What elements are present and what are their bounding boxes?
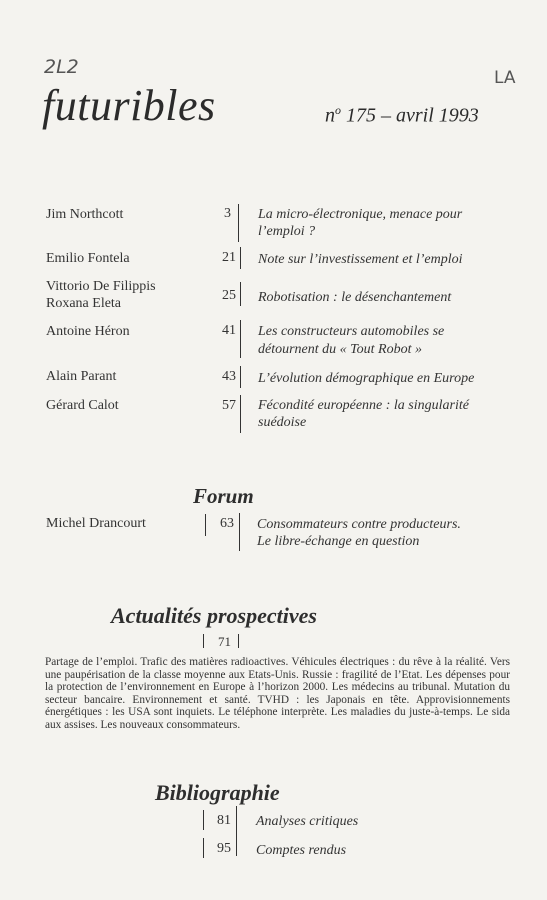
article-title-line[interactable]: Robotisation : le désenchantement bbox=[258, 290, 452, 305]
journal-masthead: futuribles bbox=[42, 81, 216, 130]
column-rule bbox=[240, 247, 241, 269]
article-page: 41 bbox=[222, 323, 236, 338]
handwritten-note-top-left: 2L2 bbox=[44, 56, 79, 78]
bibliography-page: 95 bbox=[217, 841, 231, 856]
column-rule bbox=[240, 282, 241, 306]
article-author: Alain Parant bbox=[46, 369, 117, 384]
column-rule bbox=[238, 204, 239, 242]
article-author: Jim Northcott bbox=[46, 207, 124, 222]
forum-heading: Forum bbox=[193, 484, 254, 508]
article-author: Antoine Héron bbox=[46, 324, 130, 339]
article-author: Gérard Calot bbox=[46, 398, 119, 413]
article-page: 3 bbox=[224, 206, 231, 221]
article-author: Emilio Fontela bbox=[46, 251, 130, 266]
forum-author: Michel Drancourt bbox=[46, 516, 146, 531]
issue-superscript: o bbox=[335, 103, 341, 117]
issue-number-date: 175 – avril 1993 bbox=[341, 104, 479, 127]
article-title-line[interactable]: Fécondité européenne : la singularité bbox=[258, 398, 469, 413]
news-page: 71 bbox=[218, 634, 231, 649]
bibliography-heading: Bibliographie bbox=[155, 780, 280, 805]
article-title-line[interactable]: Les constructeurs automobiles se bbox=[258, 324, 445, 339]
forum-title-line[interactable]: Consommateurs contre producteurs. bbox=[257, 517, 461, 532]
article-title-line[interactable]: La micro-électronique, menace pour bbox=[258, 207, 463, 222]
article-title-line[interactable]: suédoise bbox=[258, 415, 307, 430]
column-rule bbox=[239, 513, 240, 551]
column-rule bbox=[203, 634, 204, 648]
article-title-line[interactable]: L’évolution démographique en Europe bbox=[258, 371, 475, 386]
article-page: 21 bbox=[222, 250, 236, 265]
issue-prefix: n bbox=[325, 104, 335, 127]
column-rule bbox=[203, 838, 204, 858]
bibliography-page: 81 bbox=[217, 813, 231, 828]
column-rule bbox=[203, 810, 204, 830]
bibliography-item-title[interactable]: Comptes rendus bbox=[256, 843, 347, 858]
news-heading: Actualités prospectives bbox=[111, 603, 317, 628]
column-rule bbox=[236, 806, 237, 856]
article-page: 25 bbox=[222, 288, 236, 303]
article-title-line[interactable]: Note sur l’investissement et l’emploi bbox=[258, 252, 463, 267]
bibliography-item-title[interactable]: Analyses critiques bbox=[256, 814, 359, 829]
news-summary: Partage de l’emploi. Trafic des matières radioactives. Véhicules électriques : du rêve à la réalité. Vers une paupérisation de la classe moyenne aux Etats-Unis. Russie : fragilité de l’Etat. Les dépenses pour la protection de l’environnement en Europe à l’horizon 2000. Les médecins au tribunal. Mutation du secteur bancaire. Environnement et santé. TVHD : les Japonais en tête. Approvisionnements énergétiques : les USA sont inquiets. Le téléphone interprète. Les maladies du juste-à-temps. Le sida aux assises. Les nouveaux consommateurs. bbox=[45, 656, 510, 731]
issue-info bbox=[325, 103, 479, 128]
article-page: 57 bbox=[222, 398, 236, 413]
forum-page: 63 bbox=[220, 516, 234, 531]
column-rule bbox=[240, 366, 241, 388]
column-rule bbox=[240, 320, 241, 358]
article-title-line[interactable]: l’emploi ? bbox=[258, 224, 316, 239]
article-author: Vittorio De Filippis bbox=[46, 279, 156, 294]
handwritten-note-top-right: LA bbox=[494, 68, 516, 88]
article-author: Roxana Eleta bbox=[46, 296, 122, 311]
column-rule bbox=[240, 395, 241, 433]
column-rule bbox=[205, 514, 206, 536]
forum-title-line[interactable]: Le libre-échange en question bbox=[257, 534, 420, 549]
article-page: 43 bbox=[222, 369, 236, 384]
column-rule bbox=[238, 634, 239, 648]
article-title-line[interactable]: détournent du « Tout Robot » bbox=[258, 342, 422, 357]
